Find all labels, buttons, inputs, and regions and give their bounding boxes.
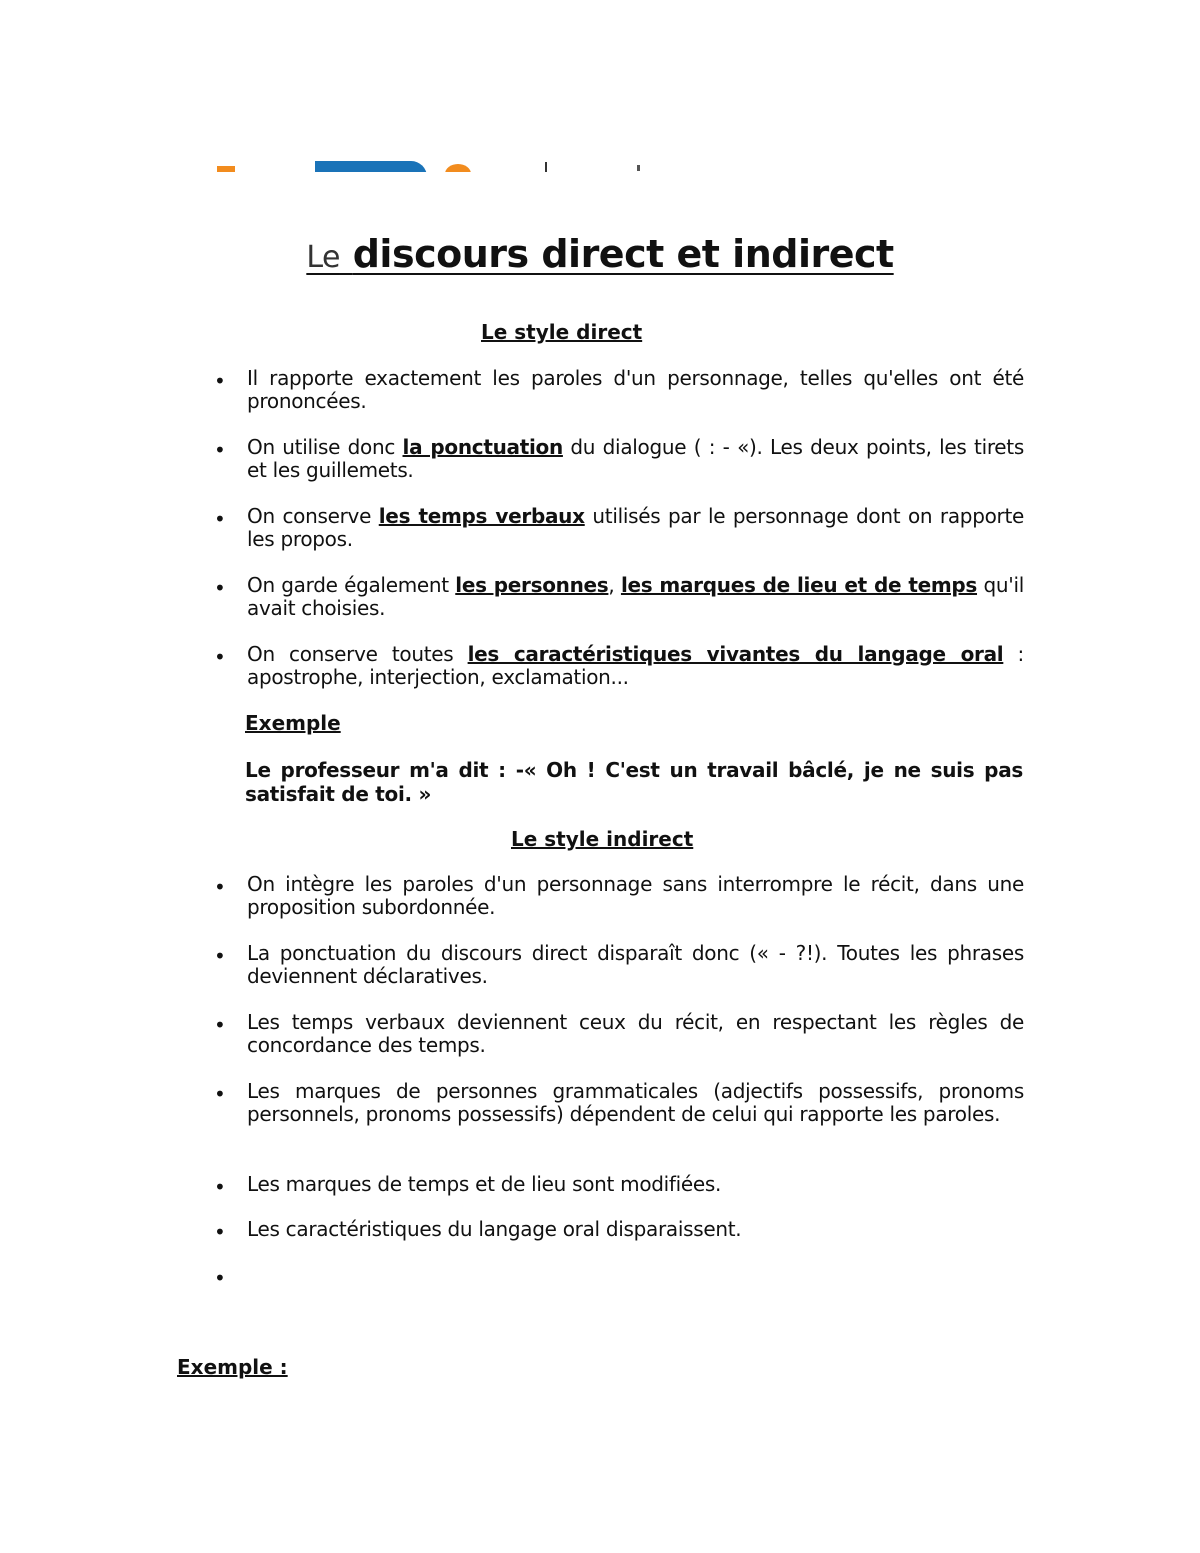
list-item-text xyxy=(247,367,1024,413)
bullet-icon: • xyxy=(214,507,226,531)
logo-tick xyxy=(637,165,640,171)
underlined-term: les marques de lieu et de temps xyxy=(620,573,978,597)
text-run: Les temps verbaux deviennent ceux du récit, en respectant les règles de concordance des temps. xyxy=(247,1010,1024,1057)
bullet-icon: • xyxy=(214,645,226,669)
text-run: du dialogue ( : - «). Les deux points, les tirets et les guillemets. xyxy=(247,435,1024,482)
text-run: On intègre les paroles d'un personnage sans interrompre le récit, dans une proposition subordonnée. xyxy=(247,872,1024,919)
list-item-text xyxy=(247,873,1024,919)
example-label: Exemple xyxy=(245,711,341,735)
example-quote: Le professeur m'a dit : -« Oh ! C'est un travail bâclé, je ne suis pas satisfait de toi. » xyxy=(245,758,1023,806)
logo-orange-mark xyxy=(217,166,235,172)
bullet-icon: • xyxy=(214,369,226,393)
text-run: utilisés par le personnage dont on rapporte les propos. xyxy=(247,504,1024,551)
list-item-text xyxy=(247,1011,1024,1057)
text-run: Les caractéristiques du langage oral disparaissent. xyxy=(247,1217,742,1241)
list-item-text xyxy=(247,1080,1024,1126)
text-run: La ponctuation du discours direct disparaît donc (« - ?!). Toutes les phrases deviennent déclaratives. xyxy=(247,941,1024,988)
bullet-icon: • xyxy=(214,1175,226,1199)
text-run: On utilise donc xyxy=(247,435,403,459)
list-item-text xyxy=(247,1173,1024,1196)
text-run: qu'il avait choisies. xyxy=(247,573,1024,620)
title-main: discours direct et indirect xyxy=(352,232,894,276)
text-run: Il rapporte exactement les paroles d'un personnage, telles qu'elles ont été prononcées. xyxy=(247,366,1024,413)
bullet-icon: • xyxy=(214,1220,226,1244)
logo-image xyxy=(205,158,655,172)
heading-style-direct: Le style direct xyxy=(481,320,643,344)
bullet-icon: • xyxy=(214,1082,226,1106)
bullet-icon: • xyxy=(214,875,226,899)
logo-orange-circle xyxy=(445,164,471,172)
page-title xyxy=(0,232,1200,276)
underlined-term: les caractéristiques vivantes du langage oral xyxy=(467,642,1004,666)
text-run: : apostrophe, interjection, exclamation... xyxy=(247,642,1024,689)
list-item-text xyxy=(247,1218,1024,1241)
text-run: On conserve xyxy=(247,504,379,528)
text-run: On garde également xyxy=(247,573,456,597)
bottom-example-label: Exemple : xyxy=(177,1355,288,1379)
list-item-text xyxy=(247,574,1024,620)
list-item-text xyxy=(247,505,1024,551)
underlined-term: les temps verbaux xyxy=(378,504,585,528)
list-item-text xyxy=(247,436,1024,482)
list-item-text xyxy=(247,942,1024,988)
text-run: Les marques de personnes grammaticales (adjectifs possessifs, pronoms personnels, pronoms possessifs) dépendent de celui qui rapporte les paroles. xyxy=(247,1079,1024,1126)
underlined-term: la ponctuation xyxy=(402,435,563,459)
bullet-icon: • xyxy=(214,1013,226,1037)
bullet-icon: • xyxy=(214,576,226,600)
text-run: Les marques de temps et de lieu sont modifiées. xyxy=(247,1172,722,1196)
logo-tick xyxy=(545,162,547,172)
underlined-term: les personnes xyxy=(455,573,609,597)
title-prefix: Le xyxy=(306,240,340,275)
bullet-icon: • xyxy=(214,438,226,462)
heading-style-indirect: Le style indirect xyxy=(511,827,694,851)
text-run: , xyxy=(608,573,621,597)
text-run: On conserve toutes xyxy=(247,642,468,666)
list-item-text xyxy=(247,643,1024,689)
bullet-icon: • xyxy=(214,944,226,968)
bullet-icon: • xyxy=(214,1266,226,1290)
logo-blue-mark xyxy=(315,161,427,172)
